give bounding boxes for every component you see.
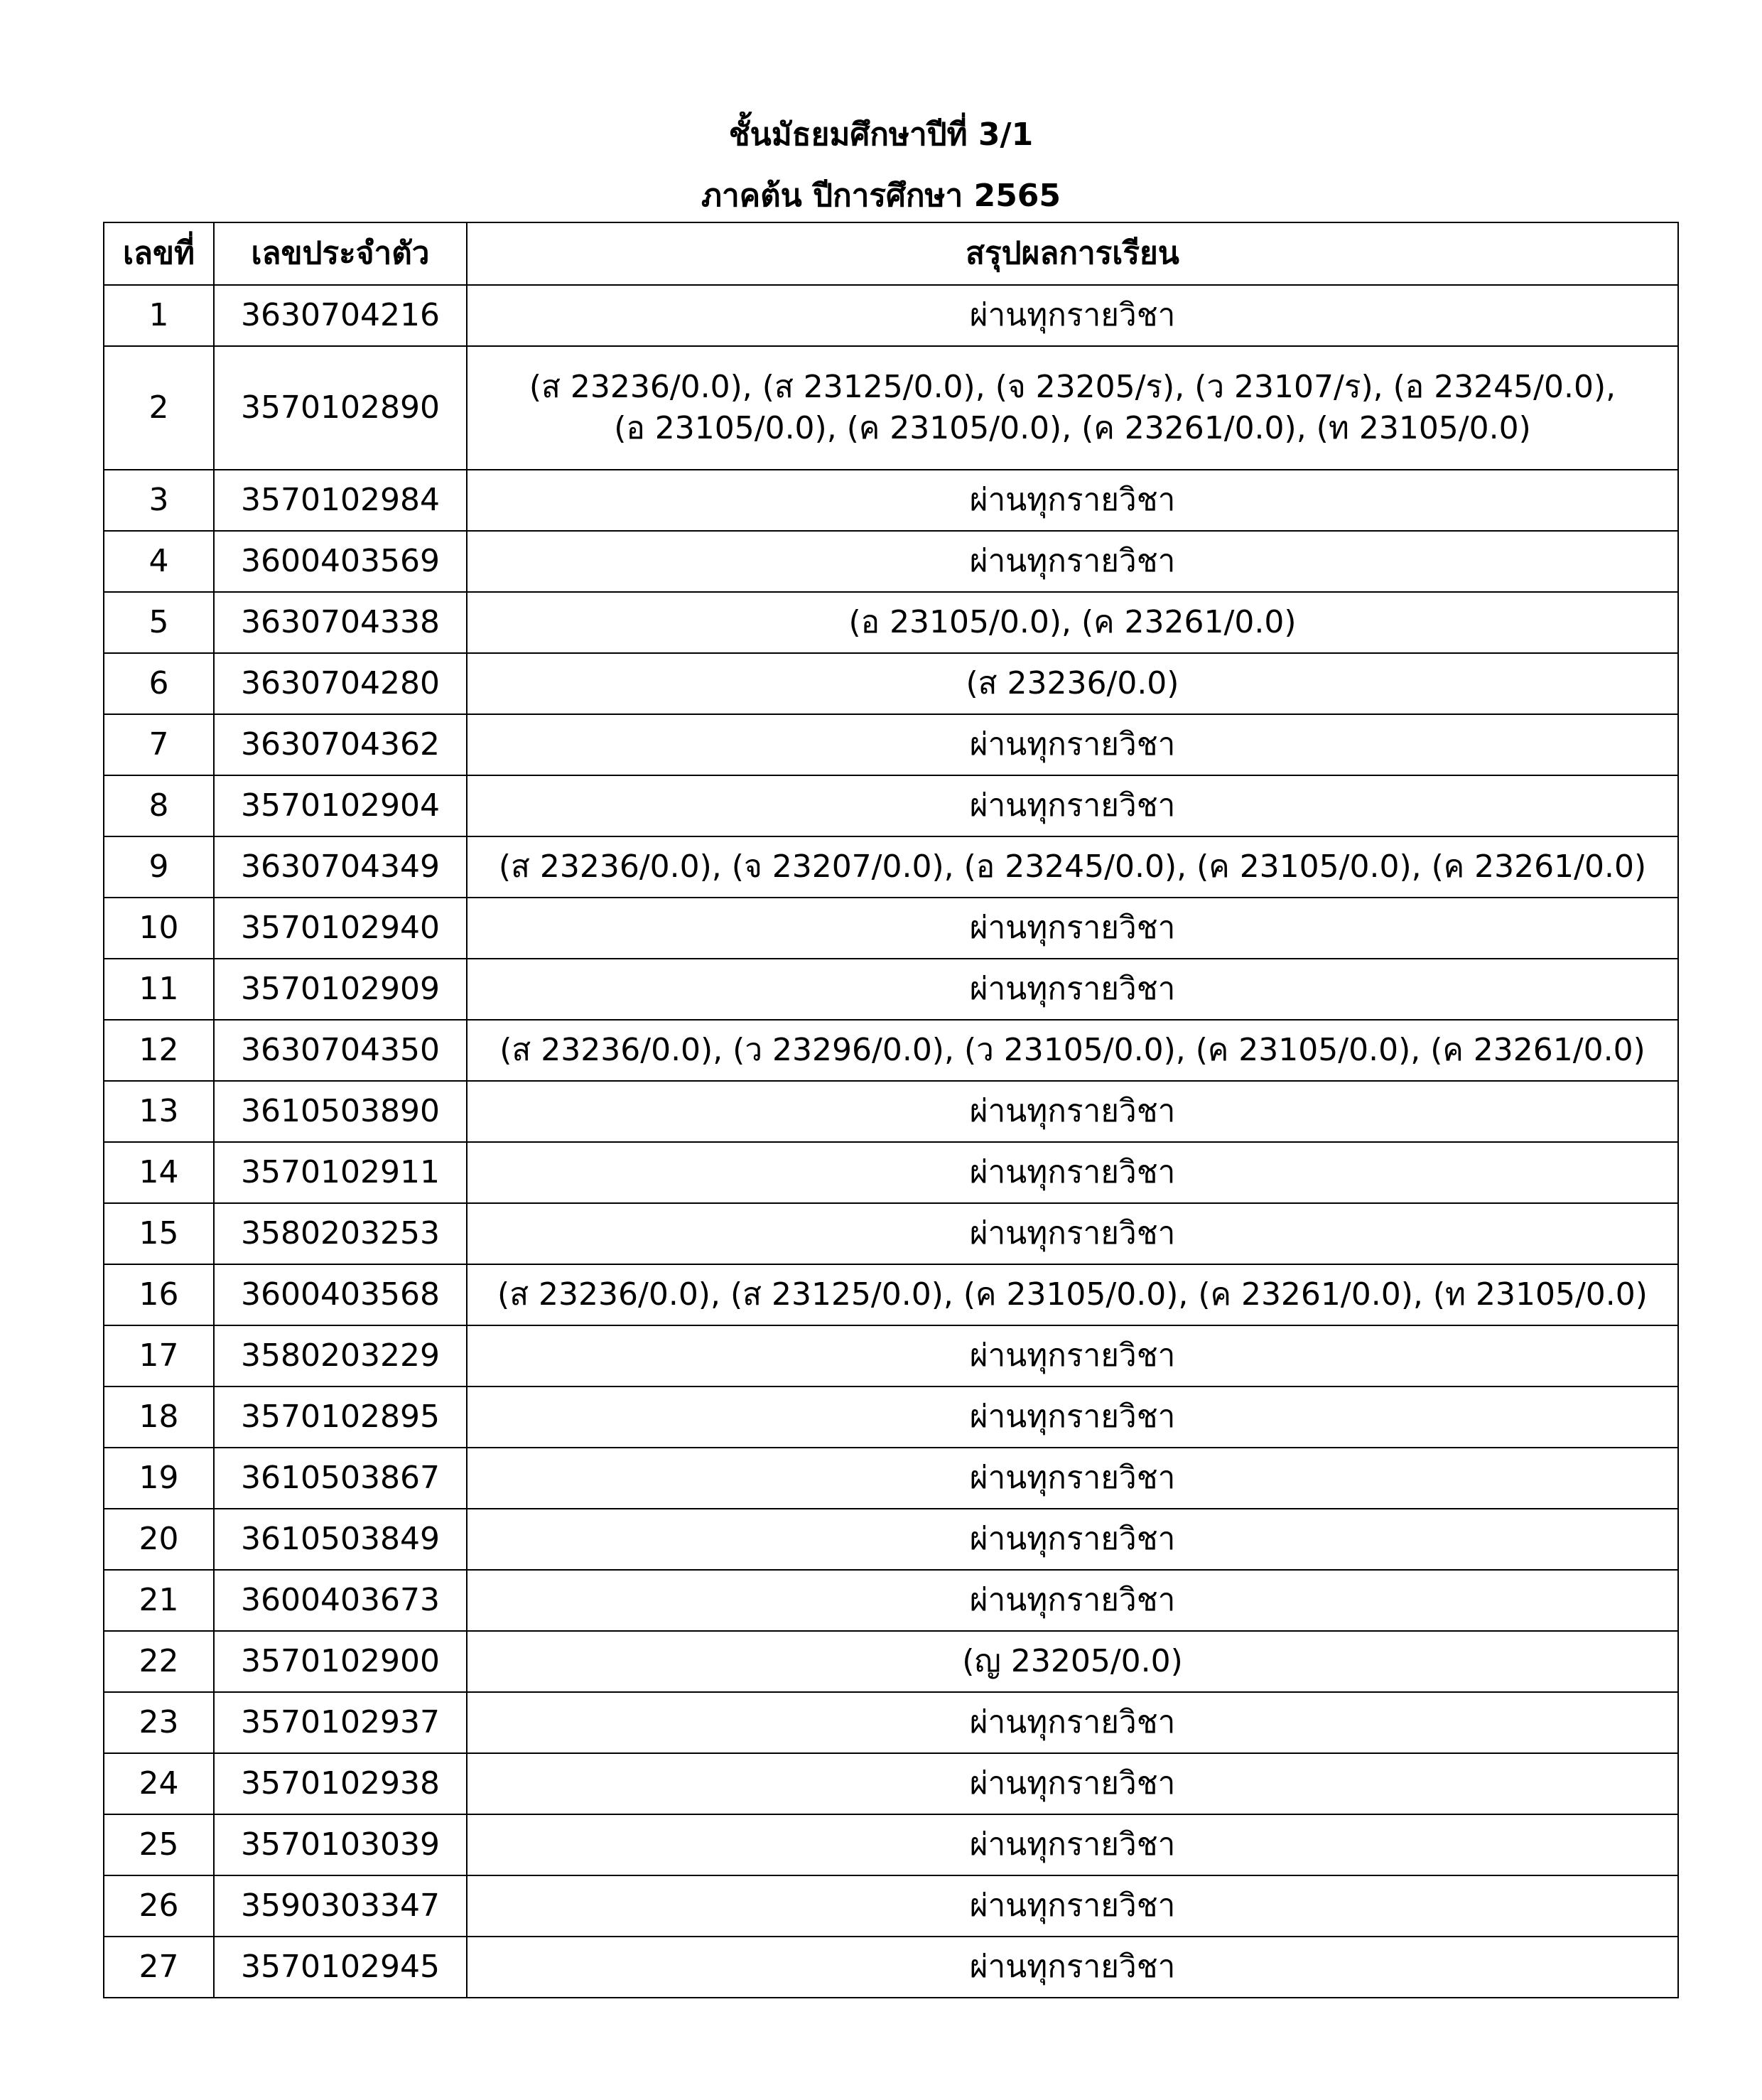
cell-number: 15	[104, 1203, 214, 1264]
cell-number: 25	[104, 1814, 214, 1875]
cell-summary	[467, 836, 1678, 898]
cell-student-id: 3600403673	[214, 1570, 467, 1631]
header-number: เลขที่	[104, 222, 214, 285]
table-row	[104, 1875, 1678, 1937]
summary-line: ผ่านทุกรายวิชา	[969, 910, 1176, 946]
summary-line: ผ่านทุกรายวิชา	[969, 1765, 1176, 1802]
cell-student-id: 3570102938	[214, 1753, 467, 1814]
summary-line: ผ่านทุกรายวิชา	[969, 1888, 1176, 1924]
cell-number: 17	[104, 1325, 214, 1386]
cell-student-id: 3630704280	[214, 653, 467, 714]
cell-student-id: 3570102937	[214, 1692, 467, 1753]
summary-line: ผ่านทุกรายวิชา	[969, 787, 1176, 824]
table-row	[104, 775, 1678, 836]
table-row	[104, 898, 1678, 959]
summary-line: ผ่านทุกรายวิชา	[969, 1582, 1176, 1618]
cell-summary	[467, 531, 1678, 592]
cell-student-id: 3570102940	[214, 898, 467, 959]
cell-student-id: 3580203253	[214, 1203, 467, 1264]
table-row	[104, 1081, 1678, 1142]
cell-number: 8	[104, 775, 214, 836]
table-row	[104, 346, 1678, 470]
summary-line: ผ่านทุกรายวิชา	[969, 1399, 1176, 1435]
cell-number: 21	[104, 1570, 214, 1631]
table-row	[104, 1937, 1678, 1998]
cell-summary	[467, 1020, 1678, 1081]
summary-line: (ส 23236/0.0), (ส 23125/0.0), (จ 23205/ร), (ว 23107/ร), (อ 23245/0.0),	[529, 369, 1616, 405]
summary-line: ผ่านทุกรายวิชา	[969, 726, 1176, 763]
table-row	[104, 1509, 1678, 1570]
cell-student-id: 3600403568	[214, 1264, 467, 1325]
summary-line: ผ่านทุกรายวิชา	[969, 1093, 1176, 1129]
cell-number: 10	[104, 898, 214, 959]
summary-line: ผ่านทุกรายวิชา	[969, 1826, 1176, 1863]
cell-summary	[467, 1325, 1678, 1386]
cell-summary	[467, 1753, 1678, 1814]
cell-student-id: 3570102984	[214, 470, 467, 531]
cell-student-id: 3630704350	[214, 1020, 467, 1081]
cell-student-id: 3570102900	[214, 1631, 467, 1692]
cell-student-id: 3570102904	[214, 775, 467, 836]
cell-number: 9	[104, 836, 214, 898]
cell-number: 11	[104, 959, 214, 1020]
summary-line: ผ่านทุกรายวิชา	[969, 1949, 1176, 1985]
summary-line: ผ่านทุกรายวิชา	[969, 1521, 1176, 1557]
table-row	[104, 1386, 1678, 1448]
cell-number: 12	[104, 1020, 214, 1081]
summary-line: (ส 23236/0.0), (ส 23125/0.0), (ค 23105/0.0), (ค 23261/0.0), (ท 23105/0.0)	[497, 1276, 1648, 1313]
table-row	[104, 531, 1678, 592]
cell-number: 5	[104, 592, 214, 653]
table-header-row	[104, 222, 1678, 285]
cell-summary	[467, 1142, 1678, 1203]
cell-summary	[467, 285, 1678, 346]
cell-summary	[467, 1448, 1678, 1509]
table-row	[104, 1692, 1678, 1753]
cell-number: 13	[104, 1081, 214, 1142]
table-row	[104, 1142, 1678, 1203]
cell-student-id: 3610503890	[214, 1081, 467, 1142]
summary-line: ผ่านทุกรายวิชา	[969, 971, 1176, 1007]
cell-summary	[467, 1692, 1678, 1753]
cell-summary	[467, 1203, 1678, 1264]
cell-summary	[467, 470, 1678, 531]
table-row	[104, 1631, 1678, 1692]
cell-summary	[467, 1570, 1678, 1631]
cell-summary	[467, 1937, 1678, 1998]
cell-number: 14	[104, 1142, 214, 1203]
cell-summary	[467, 1875, 1678, 1937]
summary-line: ผ่านทุกรายวิชา	[969, 1704, 1176, 1740]
cell-student-id: 3600403569	[214, 531, 467, 592]
summary-line: ผ่านทุกรายวิชา	[969, 1215, 1176, 1251]
summary-line: ผ่านทุกรายวิชา	[969, 482, 1176, 518]
cell-number: 7	[104, 714, 214, 775]
cell-summary	[467, 898, 1678, 959]
table-row	[104, 1020, 1678, 1081]
cell-summary	[467, 1081, 1678, 1142]
cell-student-id: 3630704349	[214, 836, 467, 898]
cell-number: 20	[104, 1509, 214, 1570]
table-row	[104, 1448, 1678, 1509]
cell-summary	[467, 1631, 1678, 1692]
cell-student-id: 3580203229	[214, 1325, 467, 1386]
cell-student-id: 3570102945	[214, 1937, 467, 1998]
cell-number: 19	[104, 1448, 214, 1509]
cell-number: 16	[104, 1264, 214, 1325]
table-row	[104, 285, 1678, 346]
cell-number: 23	[104, 1692, 214, 1753]
cell-student-id: 3630704338	[214, 592, 467, 653]
table-row	[104, 1325, 1678, 1386]
summary-line: ผ่านทุกรายวิชา	[969, 1460, 1176, 1496]
summary-line: ผ่านทุกรายวิชา	[969, 1337, 1176, 1374]
cell-number: 1	[104, 285, 214, 346]
cell-summary	[467, 1814, 1678, 1875]
table-row	[104, 592, 1678, 653]
cell-summary	[467, 1509, 1678, 1570]
summary-line: ผ่านทุกรายวิชา	[969, 297, 1176, 333]
cell-student-id: 3570102911	[214, 1142, 467, 1203]
table-row	[104, 836, 1678, 898]
cell-summary	[467, 1386, 1678, 1448]
cell-student-id: 3570102895	[214, 1386, 467, 1448]
summary-line: (ญ 23205/0.0)	[962, 1643, 1183, 1679]
header-summary: สรุปผลการเรียน	[467, 222, 1678, 285]
cell-number: 18	[104, 1386, 214, 1448]
summary-line: (ส 23236/0.0), (จ 23207/0.0), (อ 23245/0.0), (ค 23105/0.0), (ค 23261/0.0)	[498, 849, 1647, 885]
table-row	[104, 959, 1678, 1020]
cell-student-id: 3630704362	[214, 714, 467, 775]
summary-line: (ส 23236/0.0), (ว 23296/0.0), (ว 23105/0.0), (ค 23105/0.0), (ค 23261/0.0)	[499, 1032, 1645, 1068]
grades-table	[103, 222, 1679, 1998]
cell-number: 24	[104, 1753, 214, 1814]
page-title: ชั้นมัธยมศึกษาปีที่ 3/1	[728, 117, 1034, 153]
cell-student-id: 3570103039	[214, 1814, 467, 1875]
cell-number: 4	[104, 531, 214, 592]
table-row	[104, 470, 1678, 531]
cell-summary	[467, 592, 1678, 653]
cell-summary	[467, 714, 1678, 775]
cell-summary	[467, 346, 1678, 470]
cell-student-id: 3630704216	[214, 285, 467, 346]
header-student-id: เลขประจำตัว	[214, 222, 467, 285]
cell-summary	[467, 959, 1678, 1020]
summary-line: (ส 23236/0.0)	[966, 665, 1179, 701]
page-subtitle: ภาคต้น ปีการศึกษา 2565	[701, 178, 1061, 214]
cell-student-id: 3610503849	[214, 1509, 467, 1570]
table-row	[104, 1814, 1678, 1875]
cell-summary	[467, 1264, 1678, 1325]
table-row	[104, 714, 1678, 775]
cell-summary	[467, 653, 1678, 714]
cell-number: 2	[104, 346, 214, 470]
table-row	[104, 1264, 1678, 1325]
table-row	[104, 1570, 1678, 1631]
cell-number: 22	[104, 1631, 214, 1692]
cell-student-id: 3610503867	[214, 1448, 467, 1509]
table-row	[104, 1753, 1678, 1814]
cell-number: 26	[104, 1875, 214, 1937]
cell-number: 3	[104, 470, 214, 531]
cell-number: 27	[104, 1937, 214, 1998]
cell-number: 6	[104, 653, 214, 714]
summary-line: (อ 23105/0.0), (ค 23261/0.0)	[848, 604, 1297, 640]
summary-line: ผ่านทุกรายวิชา	[969, 1154, 1176, 1190]
summary-line: ผ่านทุกรายวิชา	[969, 543, 1176, 579]
table-row	[104, 653, 1678, 714]
table-row	[104, 1203, 1678, 1264]
summary-line: (อ 23105/0.0), (ค 23105/0.0), (ค 23261/0.0), (ท 23105/0.0)	[614, 410, 1531, 446]
cell-summary	[467, 775, 1678, 836]
cell-student-id: 3570102890	[214, 346, 467, 470]
cell-student-id: 3570102909	[214, 959, 467, 1020]
cell-student-id: 3590303347	[214, 1875, 467, 1937]
